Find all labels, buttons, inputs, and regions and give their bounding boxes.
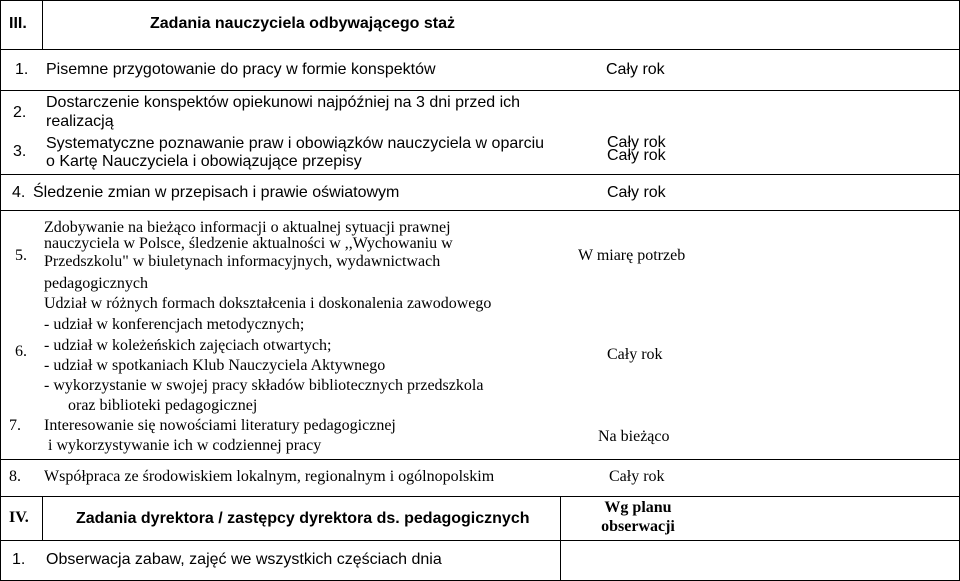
rule (0, 49, 960, 50)
row-term: Na bieżąco (598, 428, 670, 445)
row-term: Cały rok (607, 346, 663, 363)
row-number: 2. (13, 104, 27, 121)
row-number: 1. (15, 61, 29, 78)
row-number: 7. (9, 417, 21, 434)
row-text: pedagogicznych (44, 275, 148, 292)
rule (0, 459, 960, 460)
rule (0, 0, 1, 581)
rule (42, 0, 43, 49)
row-term: Cały rok (606, 61, 665, 78)
row-text: Interesowanie się nowościami literatury pedagogicznej (44, 417, 396, 434)
row-text: Współpraca ze środowiskiem lokalnym, regionalnym i ogólnopolskim (44, 468, 495, 485)
rule (0, 0, 960, 1)
row-term: Cały rok (607, 147, 666, 164)
row-text: - udział w koleżeńskich zajęciach otwartych; (44, 337, 332, 354)
section-title: Zadania nauczyciela odbywającego staż (150, 15, 455, 32)
row-text: o Kartę Nauczyciela i obowiązujące przepisy (46, 153, 362, 170)
rule (0, 496, 960, 497)
row-text: nauczyciela w Polsce, śledzenie aktualności w ,,Wychowaniu w (44, 235, 453, 252)
rule (0, 210, 960, 211)
row-term: Cały rok (607, 134, 666, 151)
rule (0, 174, 960, 175)
section-term: obserwacji (601, 518, 675, 535)
row-number: 5. (15, 247, 27, 264)
row-text: Śledzenie zmian w przepisach i prawie oświatowym (33, 184, 400, 201)
row-text: - udział w spotkaniach Klub Nauczyciela Aktywnego (44, 357, 386, 374)
section-title: Zadania dyrektora / zastępcy dyrektora ds. pedagogicznych (76, 510, 530, 527)
row-text: - wykorzystanie w swojej pracy składów bibliotecznych przedszkola (44, 377, 484, 394)
row-number: 1. (12, 551, 26, 568)
section-number: IV. (9, 509, 29, 526)
section-term: Wg planu (604, 499, 672, 516)
row-term: Cały rok (609, 468, 665, 485)
row-text: oraz biblioteki pedagogicznej (68, 397, 258, 414)
row-text: Dostarczenie konspektów opiekunowi najpóźniej na 3 dni przed ich (46, 94, 521, 111)
rule (0, 540, 960, 541)
row-term: W miarę potrzeb (578, 247, 686, 264)
row-text: realizacją (46, 113, 114, 130)
row-text: Pisemne przygotowanie do pracy w formie konspektów (46, 61, 436, 78)
row-text: Zdobywanie na bieżąco informacji o aktualnej sytuacji prawnej (44, 219, 451, 236)
row-term: Cały rok (607, 184, 666, 201)
row-text: Systematyczne poznawanie praw i obowiązków nauczyciela w oparciu (46, 135, 545, 152)
section-number: III. (9, 15, 27, 32)
row-text: Przedszkolu" w biuletynach informacyjnych, wydawnictwach (44, 253, 441, 270)
row-number: 8. (9, 468, 21, 485)
row-number: 4. (12, 184, 26, 201)
rule (0, 90, 960, 91)
rule (560, 496, 561, 580)
row-text: - udział w konferencjach metodycznych; (44, 316, 305, 333)
rule (42, 496, 43, 540)
row-text: i wykorzystywanie ich w codziennej pracy (48, 437, 322, 454)
row-text: Obserwacja zabaw, zajęć we wszystkich częściach dnia (46, 551, 442, 568)
row-number: 3. (13, 143, 27, 160)
row-number: 6. (15, 343, 27, 360)
row-text: Udział w różnych formach dokształcenia i doskonalenia zawodowego (44, 295, 492, 312)
